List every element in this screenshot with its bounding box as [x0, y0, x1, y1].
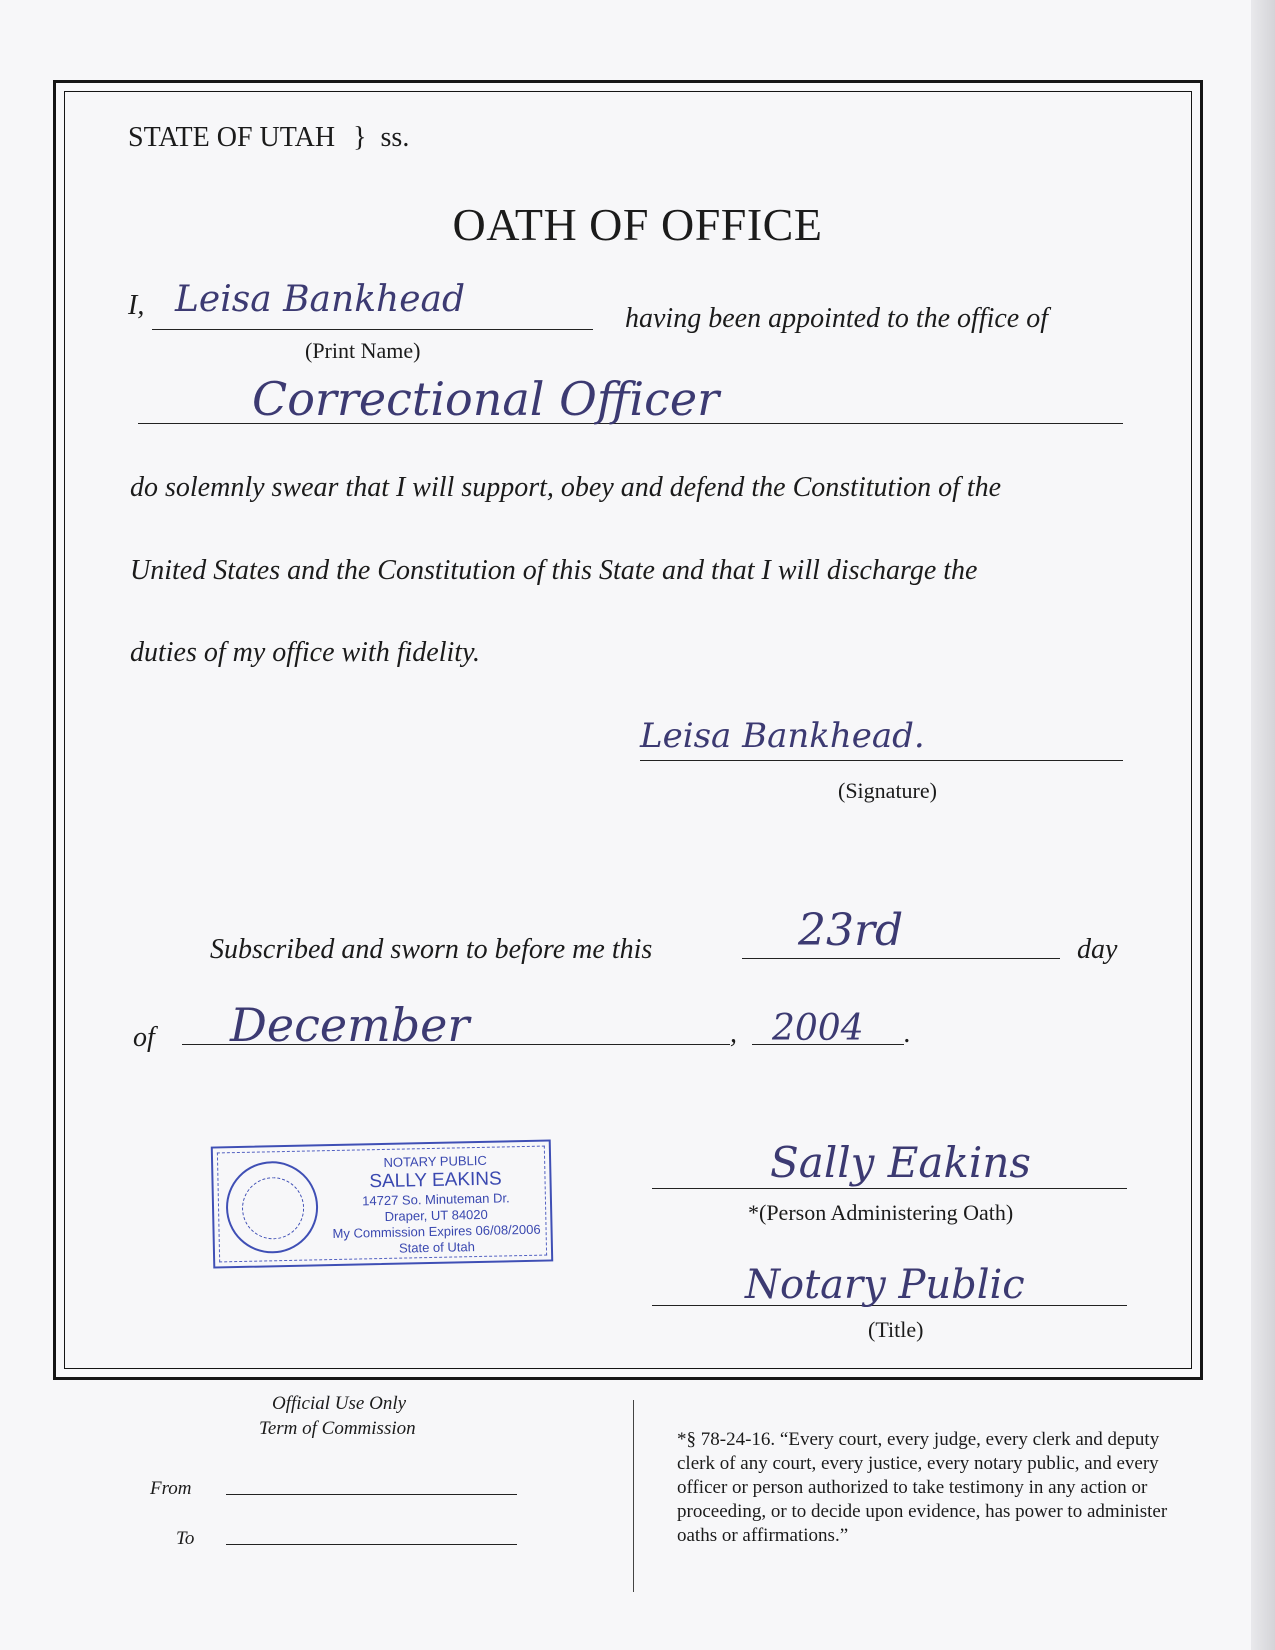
stamp-line6: State of Utah — [398, 1239, 476, 1256]
venue-ss: ss. — [380, 122, 410, 153]
from-label: From — [150, 1478, 192, 1499]
notary-stamp — [211, 1139, 553, 1268]
month-value: December — [230, 998, 470, 1052]
to-field[interactable] — [226, 1544, 517, 1545]
venue-state: STATE OF UTAH — [128, 122, 336, 153]
stamp-line2: SALLY EAKINS — [369, 1168, 502, 1193]
day-line — [742, 958, 1060, 959]
venue-heading — [128, 122, 409, 154]
i-label: I, — [128, 290, 145, 321]
stamp-line4: Draper, UT 84020 — [384, 1206, 488, 1224]
print-name-value: Leisa Bankhead — [175, 279, 466, 320]
to-label: To — [176, 1528, 195, 1549]
day-value: 23rd — [798, 905, 904, 956]
page-title: OATH OF OFFICE — [452, 199, 823, 250]
oath-body-line2: United States and the Constitution of this State and that I will discharge the — [130, 555, 978, 586]
office-value: Correctional Officer — [252, 372, 720, 426]
stamp-line5: My Commission Expires 06/08/2006 — [332, 1221, 541, 1242]
statute-footnote: *§ 78-24-16. “Every court, every judge, every clerk and deputy clerk of any court, every justice, every notary public, and every officer or person authorized to take testimony in any action or proceeding, or to decide upon evidence, has power to administer oaths or affirmations.” — [677, 1429, 1168, 1546]
title-value: Notary Public — [745, 1262, 1025, 1308]
signature-line — [640, 760, 1123, 761]
oath-body-line3: duties of my office with fidelity. — [130, 637, 480, 668]
having-text: having been appointed to the office of — [625, 303, 1049, 334]
term-of-commission-heading: Term of Commission — [259, 1418, 416, 1439]
footer-divider — [633, 1400, 634, 1592]
oath-body-line1: do solemnly swear that I will support, obey and defend the Constitution of the — [130, 472, 1002, 503]
year-period: . — [904, 1018, 911, 1049]
administrator-signature: Sally Eakins — [770, 1138, 1031, 1187]
month-comma: , — [730, 1018, 737, 1049]
print-name-caption: (Print Name) — [305, 338, 421, 363]
year-value: 2004 — [772, 1008, 864, 1049]
state-seal-icon — [225, 1160, 319, 1254]
sworn-prefix: Subscribed and sworn to before me this — [210, 934, 653, 965]
signature-caption: (Signature) — [838, 778, 937, 803]
administrator-caption: *(Person Administering Oath) — [748, 1200, 1014, 1225]
stamp-line1: NOTARY PUBLIC — [383, 1152, 487, 1170]
administrator-line — [652, 1188, 1127, 1189]
venue-brace: } — [353, 122, 367, 153]
from-field[interactable] — [226, 1494, 517, 1495]
of-label: of — [133, 1022, 155, 1053]
official-use-heading: Official Use Only — [272, 1393, 407, 1414]
title-caption: (Title) — [868, 1317, 924, 1342]
stamp-line3: 14727 So. Minuteman Dr. — [362, 1190, 510, 1209]
name-line — [152, 329, 593, 330]
day-label: day — [1077, 934, 1118, 965]
signature-value: Leisa Bankhead. — [640, 716, 925, 756]
